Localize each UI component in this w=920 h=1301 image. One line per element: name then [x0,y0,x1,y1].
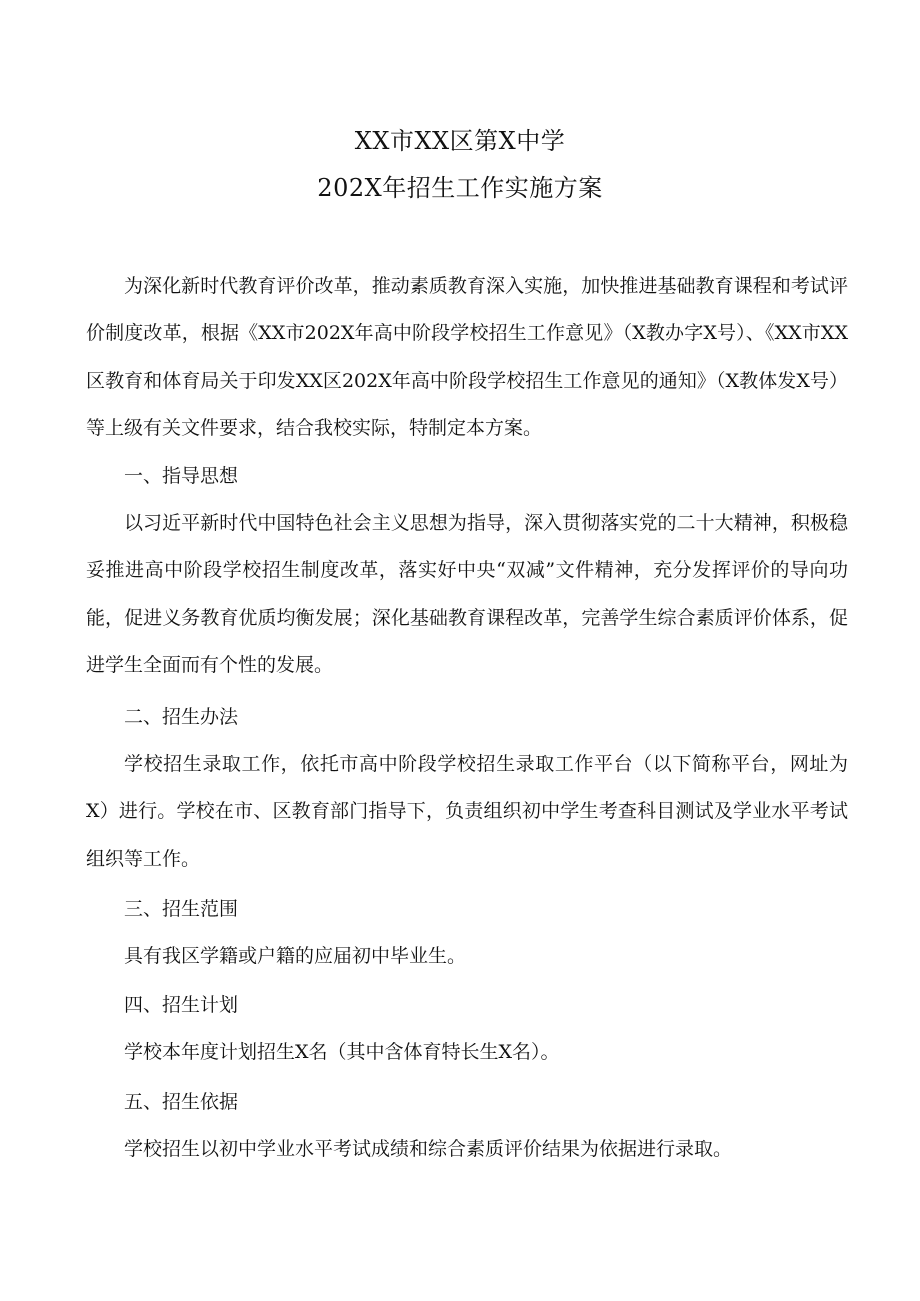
section-body-enrollment-plan: 学校本年度计划招生X名（其中含体育特长生X名）。 [124,1041,560,1063]
section-heading-guiding-ideology: 一、指导思想 [124,465,239,487]
section-heading-enrollment-scope: 三、招生范围 [124,898,239,920]
section-heading-enrollment-method: 二、招生办法 [124,706,239,728]
section-body-guiding-ideology: 以习近平新时代中国特色社会主义思想为指导，深入贯彻落实党的二十大精神，积极稳妥推进高中阶段学校招生制度改革，落实好中央“双减”文件精神，充分发挥评价的导向功能，促进义务教育优质均衡发展；深化基础教育课程改革，完善学生综合素质评价体系，促进学生全面而有个性的发展。 [86,512,848,677]
section-body-enrollment-method: 学校招生录取工作，依托市高中阶段学校招生录取工作平台（以下简称平台，网址为X）进行。学校在市、区教育部门指导下，负责组织初中学生考查科目测试及学业水平考试组织等工作。 [86,753,848,870]
document-title-line-2: 202X年招生工作实施方案 [317,174,603,202]
section-heading-enrollment-basis: 五、招生依据 [124,1091,239,1113]
intro-paragraph: 为深化新时代教育评价改革，推动素质教育深入实施，加快推进基础教育课程和考试评价制度改革，根据《XX市202X年高中阶段学校招生工作意见》（X教办字X号）、《XX市XX区教育和体育局关于印发XX区202X年高中阶段学校招生工作意见的通知》（X教体发X号）等上级有关文件要求，结合我校实际，特制定本方案。 [86,275,848,440]
section-body-enrollment-basis: 学校招生以初中学业水平考试成绩和综合素质评价结果为依据进行录取。 [124,1138,733,1160]
section-heading-enrollment-plan: 四、招生计划 [124,994,239,1016]
document-title-line-1: XX市XX区第X中学 [354,127,566,155]
section-body-enrollment-scope: 具有我区学籍或户籍的应届初中毕业生。 [124,945,467,967]
